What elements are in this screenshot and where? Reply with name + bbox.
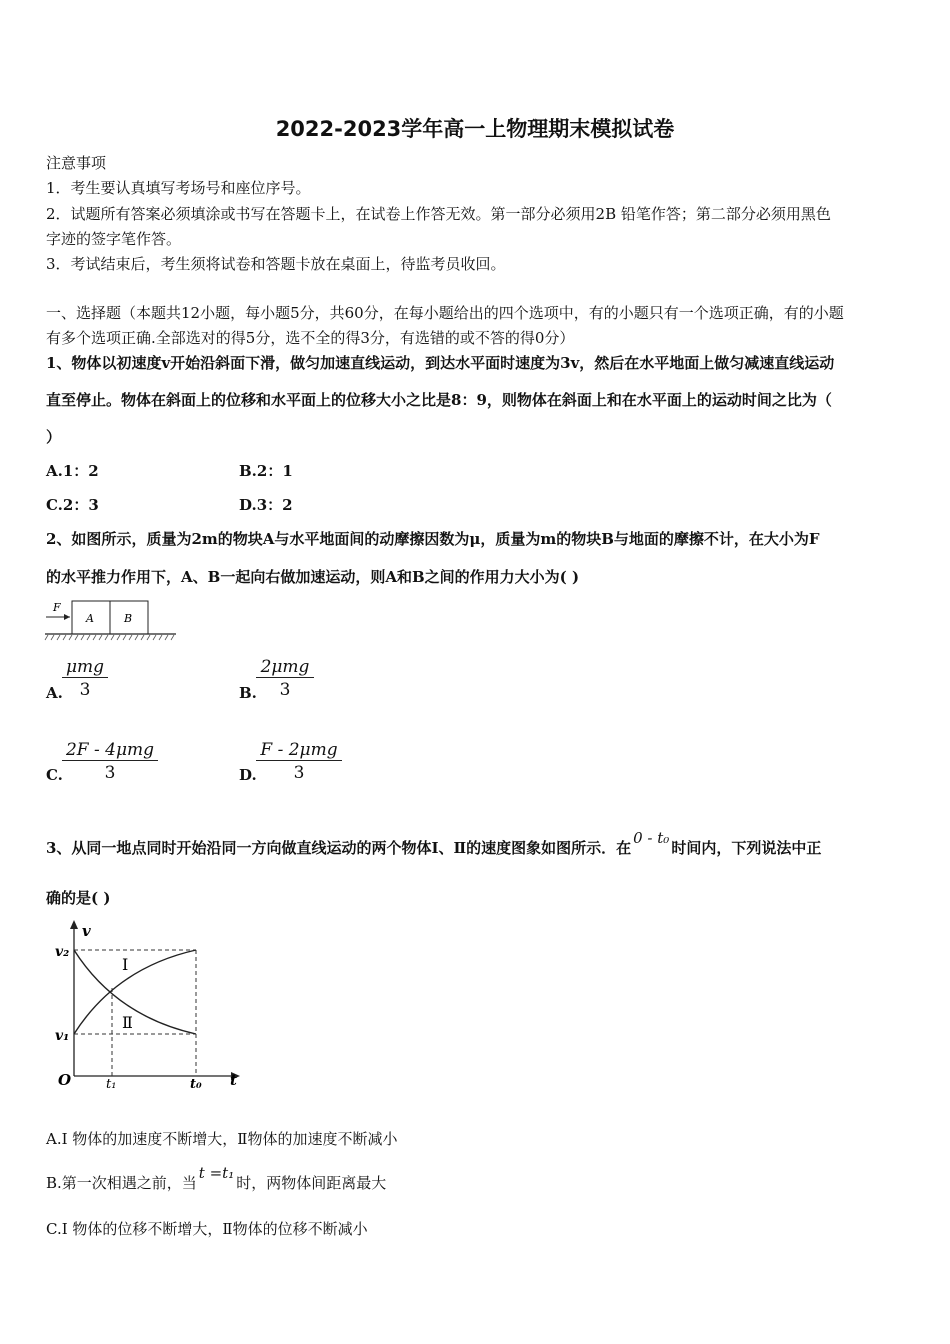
q1-line-3: ）: [46, 428, 62, 446]
t1-label: t₁: [106, 1077, 117, 1090]
q1-option-b: B.2：1: [239, 462, 293, 480]
q2-option-b-label: B.: [239, 684, 257, 702]
q2-option-a-label: A.: [46, 684, 63, 702]
q3-option-c: C.Ⅰ 物体的位移不断增大，Ⅱ物体的位移不断减小: [46, 1220, 368, 1238]
ground-hatching: [45, 635, 174, 640]
force-arrow-icon: [64, 614, 70, 620]
q2-option-c-label: C.: [46, 766, 63, 784]
q3-option-b: [46, 1164, 387, 1193]
q2-option-d-numerator: F - 2μmg: [256, 740, 342, 761]
q2-option-a-denominator: 3: [79, 680, 91, 700]
blocks-figure: [44, 596, 178, 642]
page-title: 2022-2023学年高一上物理期末模拟试卷: [275, 117, 675, 141]
q3-line-2: 确的是( ): [46, 889, 111, 907]
curve-i: [74, 950, 196, 1034]
q2-option-b-fraction: [256, 657, 314, 700]
section-instructions-line-1: 一、选择题（本题共12小题，每小题5分，共60分，在每小题给出的四个选项中，有的小题只有一个选项正确，有的小题: [46, 304, 844, 322]
q3-line-1-end: 时间内，下列说法中正: [671, 839, 822, 857]
q1-line-2: 直至停止。物体在斜面上的位移和水平面上的位移大小之比是8：9，则物体在斜面上和在水平面上的运动时间之比为（: [46, 391, 832, 409]
q2-line-1: 2、如图所示，质量为2m的物块A与水平地面间的动摩擦因数为μ，质量为m的物块B与地面的摩擦不计，在大小为F: [46, 530, 820, 548]
v2-label: v₂: [55, 944, 70, 960]
q1-option-d: D.3：2: [239, 496, 293, 514]
q3-line-1: [46, 829, 822, 858]
t0-label: t₀: [190, 1077, 202, 1090]
y-axis-arrow-icon: [70, 920, 78, 929]
q2-option-d-label: D.: [239, 766, 257, 784]
q1-option-c: C.2：3: [46, 496, 99, 514]
q2-option-d-denominator: 3: [293, 763, 305, 783]
q1-option-a: A.1：2: [46, 462, 99, 480]
q3-option-b-math: t =t₁: [198, 1164, 235, 1182]
notice-item-2: 2．试题所有答案必须填涂或书写在答题卡上，在试卷上作答无效。第一部分必须用2B 铅笔作答；第二部分必须用黑色: [46, 205, 831, 223]
q2-option-a-fraction: [62, 657, 108, 700]
q3-option-a: A.Ⅰ 物体的加速度不断增大，Ⅱ物体的加速度不断减小: [46, 1130, 398, 1148]
curve-ii: [74, 950, 196, 1034]
q2-option-c-denominator: 3: [104, 763, 116, 783]
notice-item-3: 3．考试结束后，考生须将试卷和答题卡放在桌面上，待监考员收回。: [46, 255, 506, 273]
q3-line-1-text: 3、从同一地点同时开始沿同一方向做直线运动的两个物体Ⅰ、Ⅱ的速度图象如图所示．在: [46, 839, 632, 857]
x-axis-label: t: [230, 1071, 237, 1089]
curve-i-label: Ⅰ: [122, 955, 129, 974]
velocity-time-graph: [50, 918, 246, 1090]
q2-option-d-fraction: [256, 740, 342, 783]
q3-option-b-text: B.第一次相遇之前，当: [46, 1174, 197, 1192]
block-a-label: A: [86, 612, 94, 625]
q1-line-1: 1、物体以初速度v开始沿斜面下滑，做匀加速直线运动，到达水平面时速度为3v，然后在水平地面上做匀减速直线运动: [46, 354, 835, 372]
q2-option-a-numerator: μmg: [62, 657, 108, 678]
block-b-label: B: [124, 612, 133, 625]
q2-line-2: 的水平推力作用下，A、B一起向右做加速运动，则A和B之间的作用力大小为( ): [46, 568, 580, 586]
notice-heading: 注意事项: [46, 154, 107, 172]
q2-option-b-denominator: 3: [279, 680, 291, 700]
curve-ii-label: Ⅱ: [122, 1013, 133, 1032]
q3-option-b-end: 时，两物体间距离最大: [236, 1174, 387, 1192]
notice-item-2-cont: 字迹的签字笔作答。: [46, 230, 182, 248]
q2-option-c-fraction: [62, 740, 158, 783]
force-label: F: [53, 601, 61, 614]
notice-item-1: 1．考生要认真填写考场号和座位序号。: [46, 179, 311, 197]
q2-option-b-numerator: 2μmg: [256, 657, 314, 678]
v1-label: v₁: [55, 1028, 70, 1044]
q2-option-c-numerator: 2F - 4μmg: [62, 740, 158, 761]
q3-time-interval: 0 - t₀: [633, 829, 670, 847]
section-instructions-line-2: 有多个选项正确.全部选对的得5分，选不全的得3分，有选错的或不答的得0分）: [46, 329, 575, 347]
y-axis-label: v: [82, 922, 91, 940]
origin-label: O: [58, 1071, 72, 1089]
